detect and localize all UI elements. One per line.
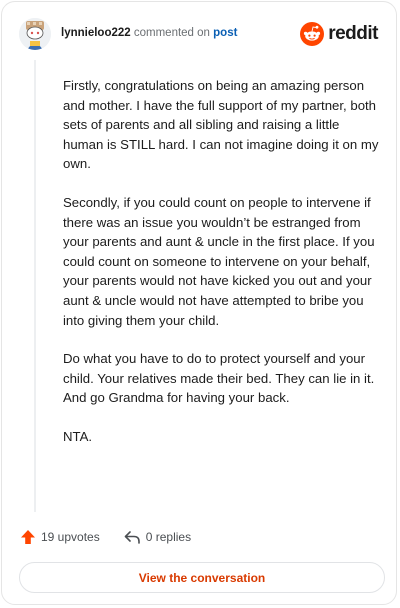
- comment-card: [1, 1, 397, 605]
- reply-arrow-icon: [124, 529, 141, 545]
- view-conversation-button[interactable]: [19, 562, 385, 593]
- comment-header: [19, 18, 380, 54]
- post-link[interactable]: post: [213, 27, 238, 39]
- reply-button[interactable]: [124, 529, 191, 545]
- thread-line: [34, 60, 36, 512]
- reddit-brand[interactable]: [300, 22, 378, 46]
- view-conversation-label: View the conversation: [138, 570, 266, 585]
- upvote-arrow-icon: [20, 529, 36, 545]
- reddit-logo-icon: [300, 22, 324, 46]
- comment-meta: [61, 27, 237, 39]
- reply-count: 0 replies: [145, 530, 192, 544]
- username-link[interactable]: lynnieloo222: [61, 27, 131, 39]
- comment-paragraph: NTA.: [63, 428, 93, 444]
- commented-on-text: commented on: [130, 27, 214, 39]
- reddit-wordmark: reddit: [328, 23, 378, 44]
- comment-body: [63, 76, 379, 466]
- comment-paragraph: Do what you have to do to protect yourself and your child. Your relatives made their bed. They can lie in it. And go Grandma for having your back.: [63, 351, 375, 406]
- comment-paragraph: Firstly, congratulations on being an amazing person and mother. I have the full support of my partner, both sets of parents and all sibling and raising a little human is STILL hard. I can not imagine doing it on my own.: [63, 78, 379, 172]
- snoo-avatar-icon[interactable]: [19, 18, 51, 50]
- comment-actions: [20, 526, 191, 548]
- upvote-count: 19 upvotes: [41, 530, 100, 544]
- comment-paragraph: Secondly, if you could count on people to intervene if there was an issue you wouldn’t be estranged from your parents and aunt & uncle in the first place. If you could count on someone to intervene on your behalf, your parents would not have kicked you out and your aunt & uncle would not have attempted to bribe you into giving them your child.: [63, 194, 375, 328]
- upvote-button[interactable]: [20, 529, 100, 545]
